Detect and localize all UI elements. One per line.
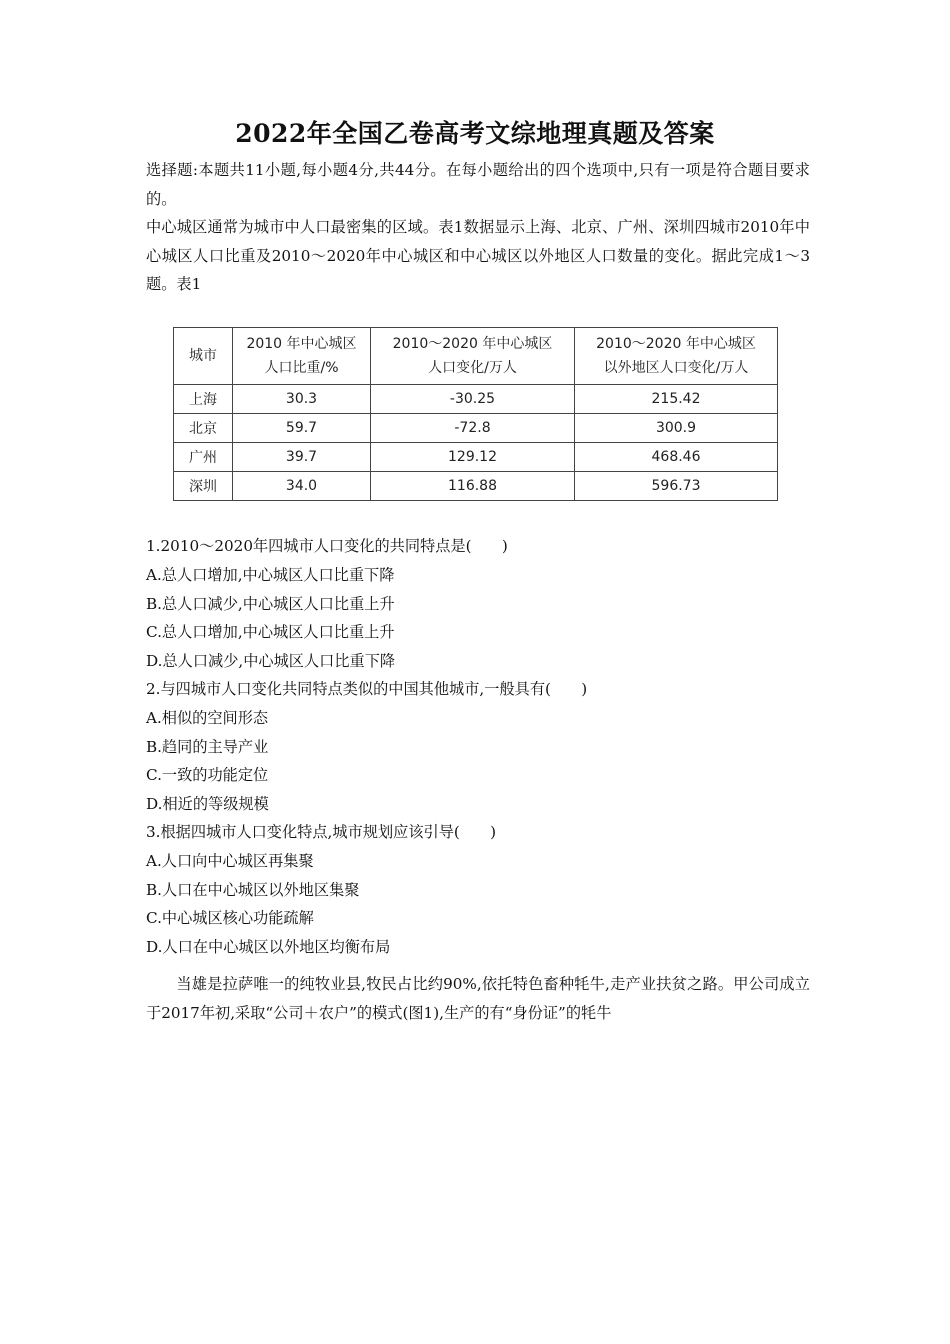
cell-central-change: -30.25: [371, 385, 575, 414]
cell-central-change: 129.12: [371, 443, 575, 472]
cell-city: 深圳: [174, 472, 233, 501]
question-1-stem: 1.2010～2020年四城市人口变化的共同特点是( ): [146, 537, 508, 555]
table-row: [174, 414, 778, 443]
instructions-paragraph: 选择题:本题共11小题,每小题4分,共44分。在每小题给出的四个选项中,只有一项是符合题目要求的。: [146, 161, 810, 208]
question-3-option-c: C.中心城区核心功能疏解: [146, 909, 314, 927]
question-1-option-b: B.总人口减少,中心城区人口比重上升: [146, 595, 395, 613]
header-share-2010: [233, 328, 371, 385]
question-2-option-d: D.相近的等级规模: [146, 795, 269, 813]
cell-outer-change: 215.42: [575, 385, 778, 414]
cell-city: 北京: [174, 414, 233, 443]
question-2-stem: 2.与四城市人口变化共同特点类似的中国其他城市,一般具有( ): [146, 680, 588, 698]
table-row: [174, 472, 778, 501]
question-1-option-a: A.总人口增加,中心城区人口比重下降: [146, 566, 395, 584]
question-1-option-d: D.总人口减少,中心城区人口比重下降: [146, 652, 396, 670]
passage-2-paragraph: 当雄是拉萨唯一的纯牧业县,牧民占比约90%,依托特色畜种牦牛,走产业扶贫之路。甲公司成立于2017年初,采取“公司＋农户”的模式(图1),生产的有“身份证”的牦牛: [146, 975, 810, 1022]
table-row: [174, 443, 778, 472]
question-2-option-b: B.趋同的主导产业: [146, 738, 269, 756]
header-share-2010-text: 2010 年中心城区 人口比重/%: [246, 336, 357, 376]
question-3-option-d: D.人口在中心城区以外地区均衡布局: [146, 938, 391, 956]
cell-outer-change: 596.73: [575, 472, 778, 501]
population-table: [173, 327, 778, 501]
question-3-stem: 3.根据四城市人口变化特点,城市规划应该引导( ): [146, 823, 497, 841]
question-2-option-c: C.一致的功能定位: [146, 766, 269, 784]
cell-central-change: 116.88: [371, 472, 575, 501]
cell-outer-change: 300.9: [575, 414, 778, 443]
header-city: 城市: [174, 328, 233, 385]
cell-city: 上海: [174, 385, 233, 414]
cell-share: 30.3: [233, 385, 371, 414]
cell-share: 59.7: [233, 414, 371, 443]
header-central-change: [371, 328, 575, 385]
cell-share: 34.0: [233, 472, 371, 501]
question-3-option-a: A.人口向中心城区再集聚: [146, 852, 314, 870]
table-row: [174, 385, 778, 414]
header-central-change-text: 2010～2020 年中心城区 人口变化/万人: [392, 336, 553, 376]
passage-paragraph: 中心城区通常为城市中人口最密集的区域。表1数据显示上海、北京、广州、深圳四城市2010年中心城区人口比重及2010～2020年中心城区和中心城区以外地区人口数量的变化。据此完成1～3题。表1: [146, 218, 810, 294]
header-outer-change: [575, 328, 778, 385]
cell-central-change: -72.8: [371, 414, 575, 443]
question-1-option-c: C.总人口增加,中心城区人口比重上升: [146, 623, 395, 641]
page-title: 2022年全国乙卷高考文综地理真题及答案: [235, 119, 715, 148]
cell-city: 广州: [174, 443, 233, 472]
question-3-option-b: B.人口在中心城区以外地区集聚: [146, 881, 360, 899]
header-outer-change-text: 2010～2020 年中心城区 以外地区人口变化/万人: [596, 336, 756, 376]
question-2-option-a: A.相似的空间形态: [146, 709, 269, 727]
table-header-row: [174, 328, 778, 385]
cell-outer-change: 468.46: [575, 443, 778, 472]
cell-share: 39.7: [233, 443, 371, 472]
